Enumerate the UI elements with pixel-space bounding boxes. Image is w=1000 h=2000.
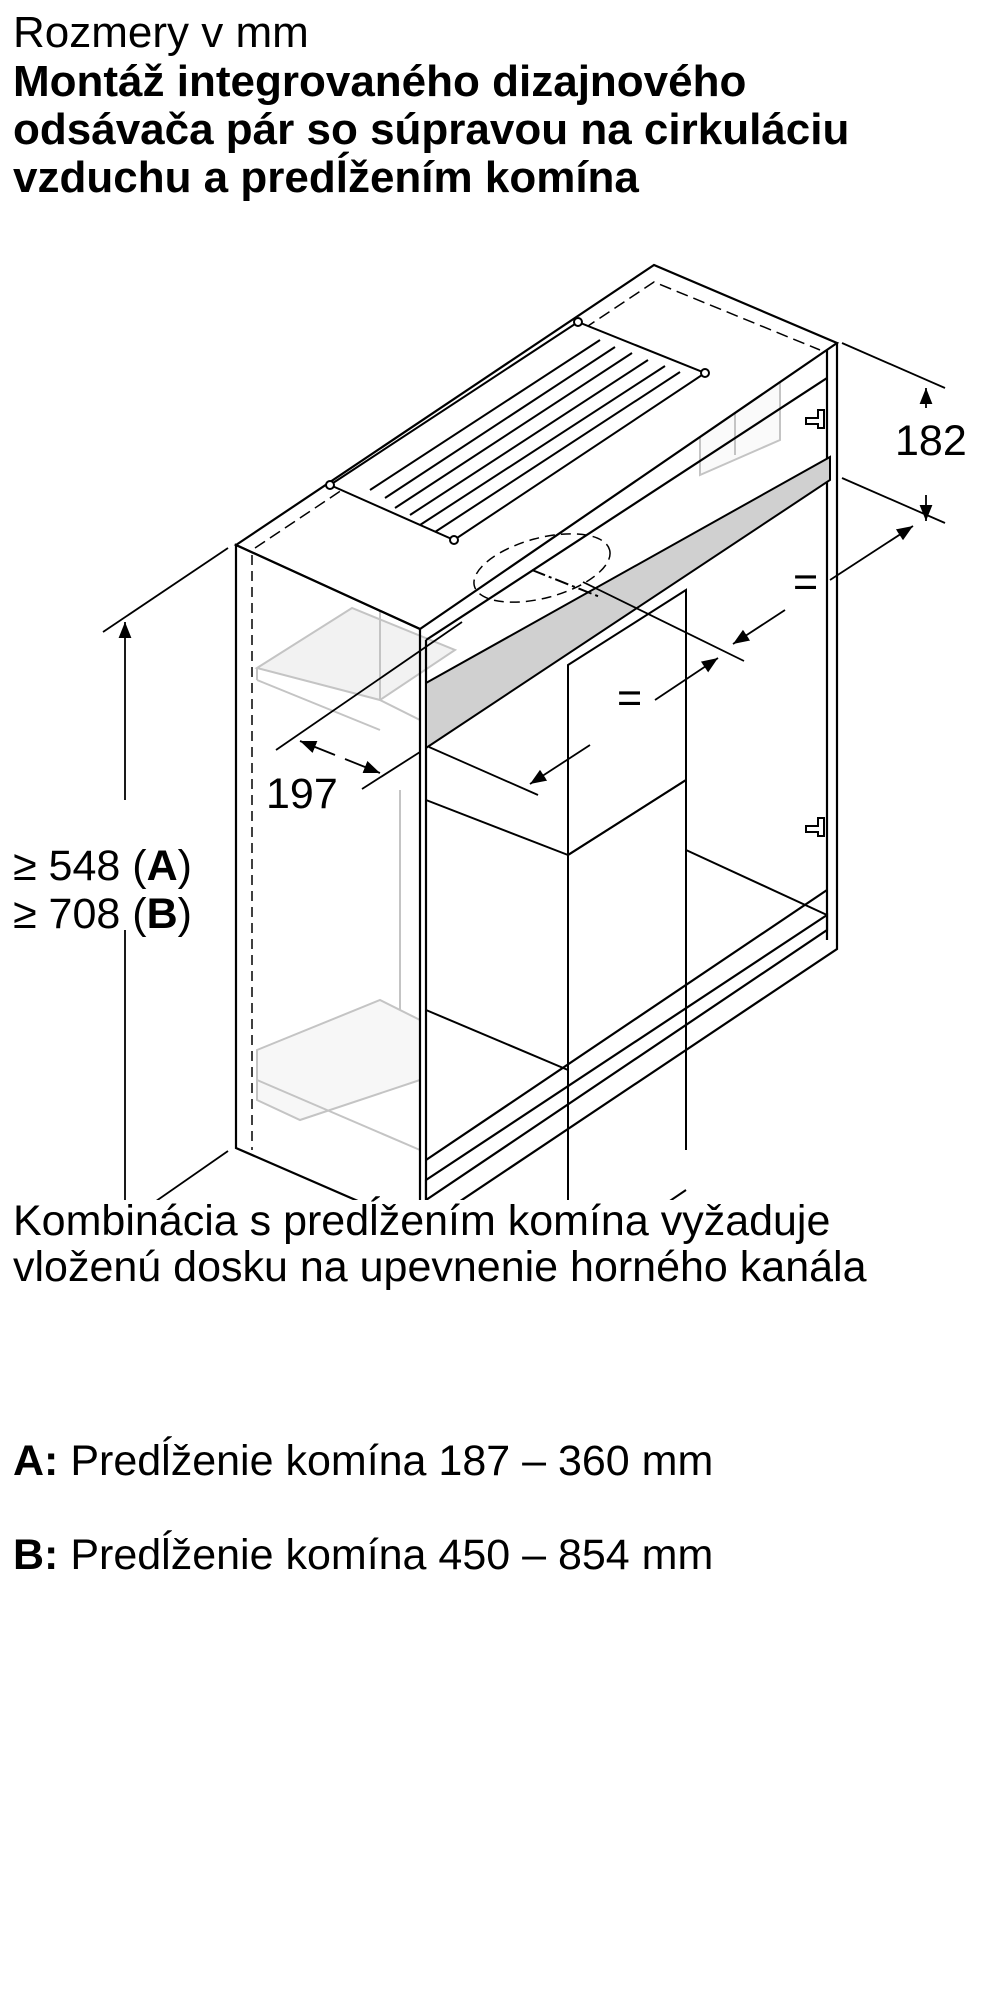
dim-height-b: ≥ 708 (B) (13, 890, 192, 938)
note-line: Kombinácia s predĺžením komína vyžaduje (13, 1197, 831, 1245)
dim-182: 182 (895, 417, 967, 465)
page-title: Rozmery v mm (13, 8, 309, 57)
combination-note (13, 1198, 867, 1290)
legend-key: B: (13, 1531, 59, 1579)
legend-item-a (13, 1436, 713, 1486)
legend-key: A: (13, 1437, 59, 1485)
heading-line: vzduchu a predĺžením komína (13, 153, 639, 202)
heading-line: odsávača pár so súpravou na cirkuláciu (13, 105, 850, 154)
legend-item-b (13, 1530, 713, 1580)
heading-line: Montáž integrovaného dizajnového (13, 57, 747, 106)
dim-equal-right: = (793, 558, 819, 606)
dim-197: 197 (266, 770, 338, 818)
dim-equal-left: = (617, 674, 643, 722)
note-line: vloženú dosku na upevnenie horného kanála (13, 1243, 867, 1291)
legend-text: Predĺženie komína 187 – 360 mm (70, 1437, 714, 1485)
dim-height-a: ≥ 548 (A) (13, 842, 192, 890)
legend-text: Predĺženie komína 450 – 854 mm (70, 1531, 714, 1579)
